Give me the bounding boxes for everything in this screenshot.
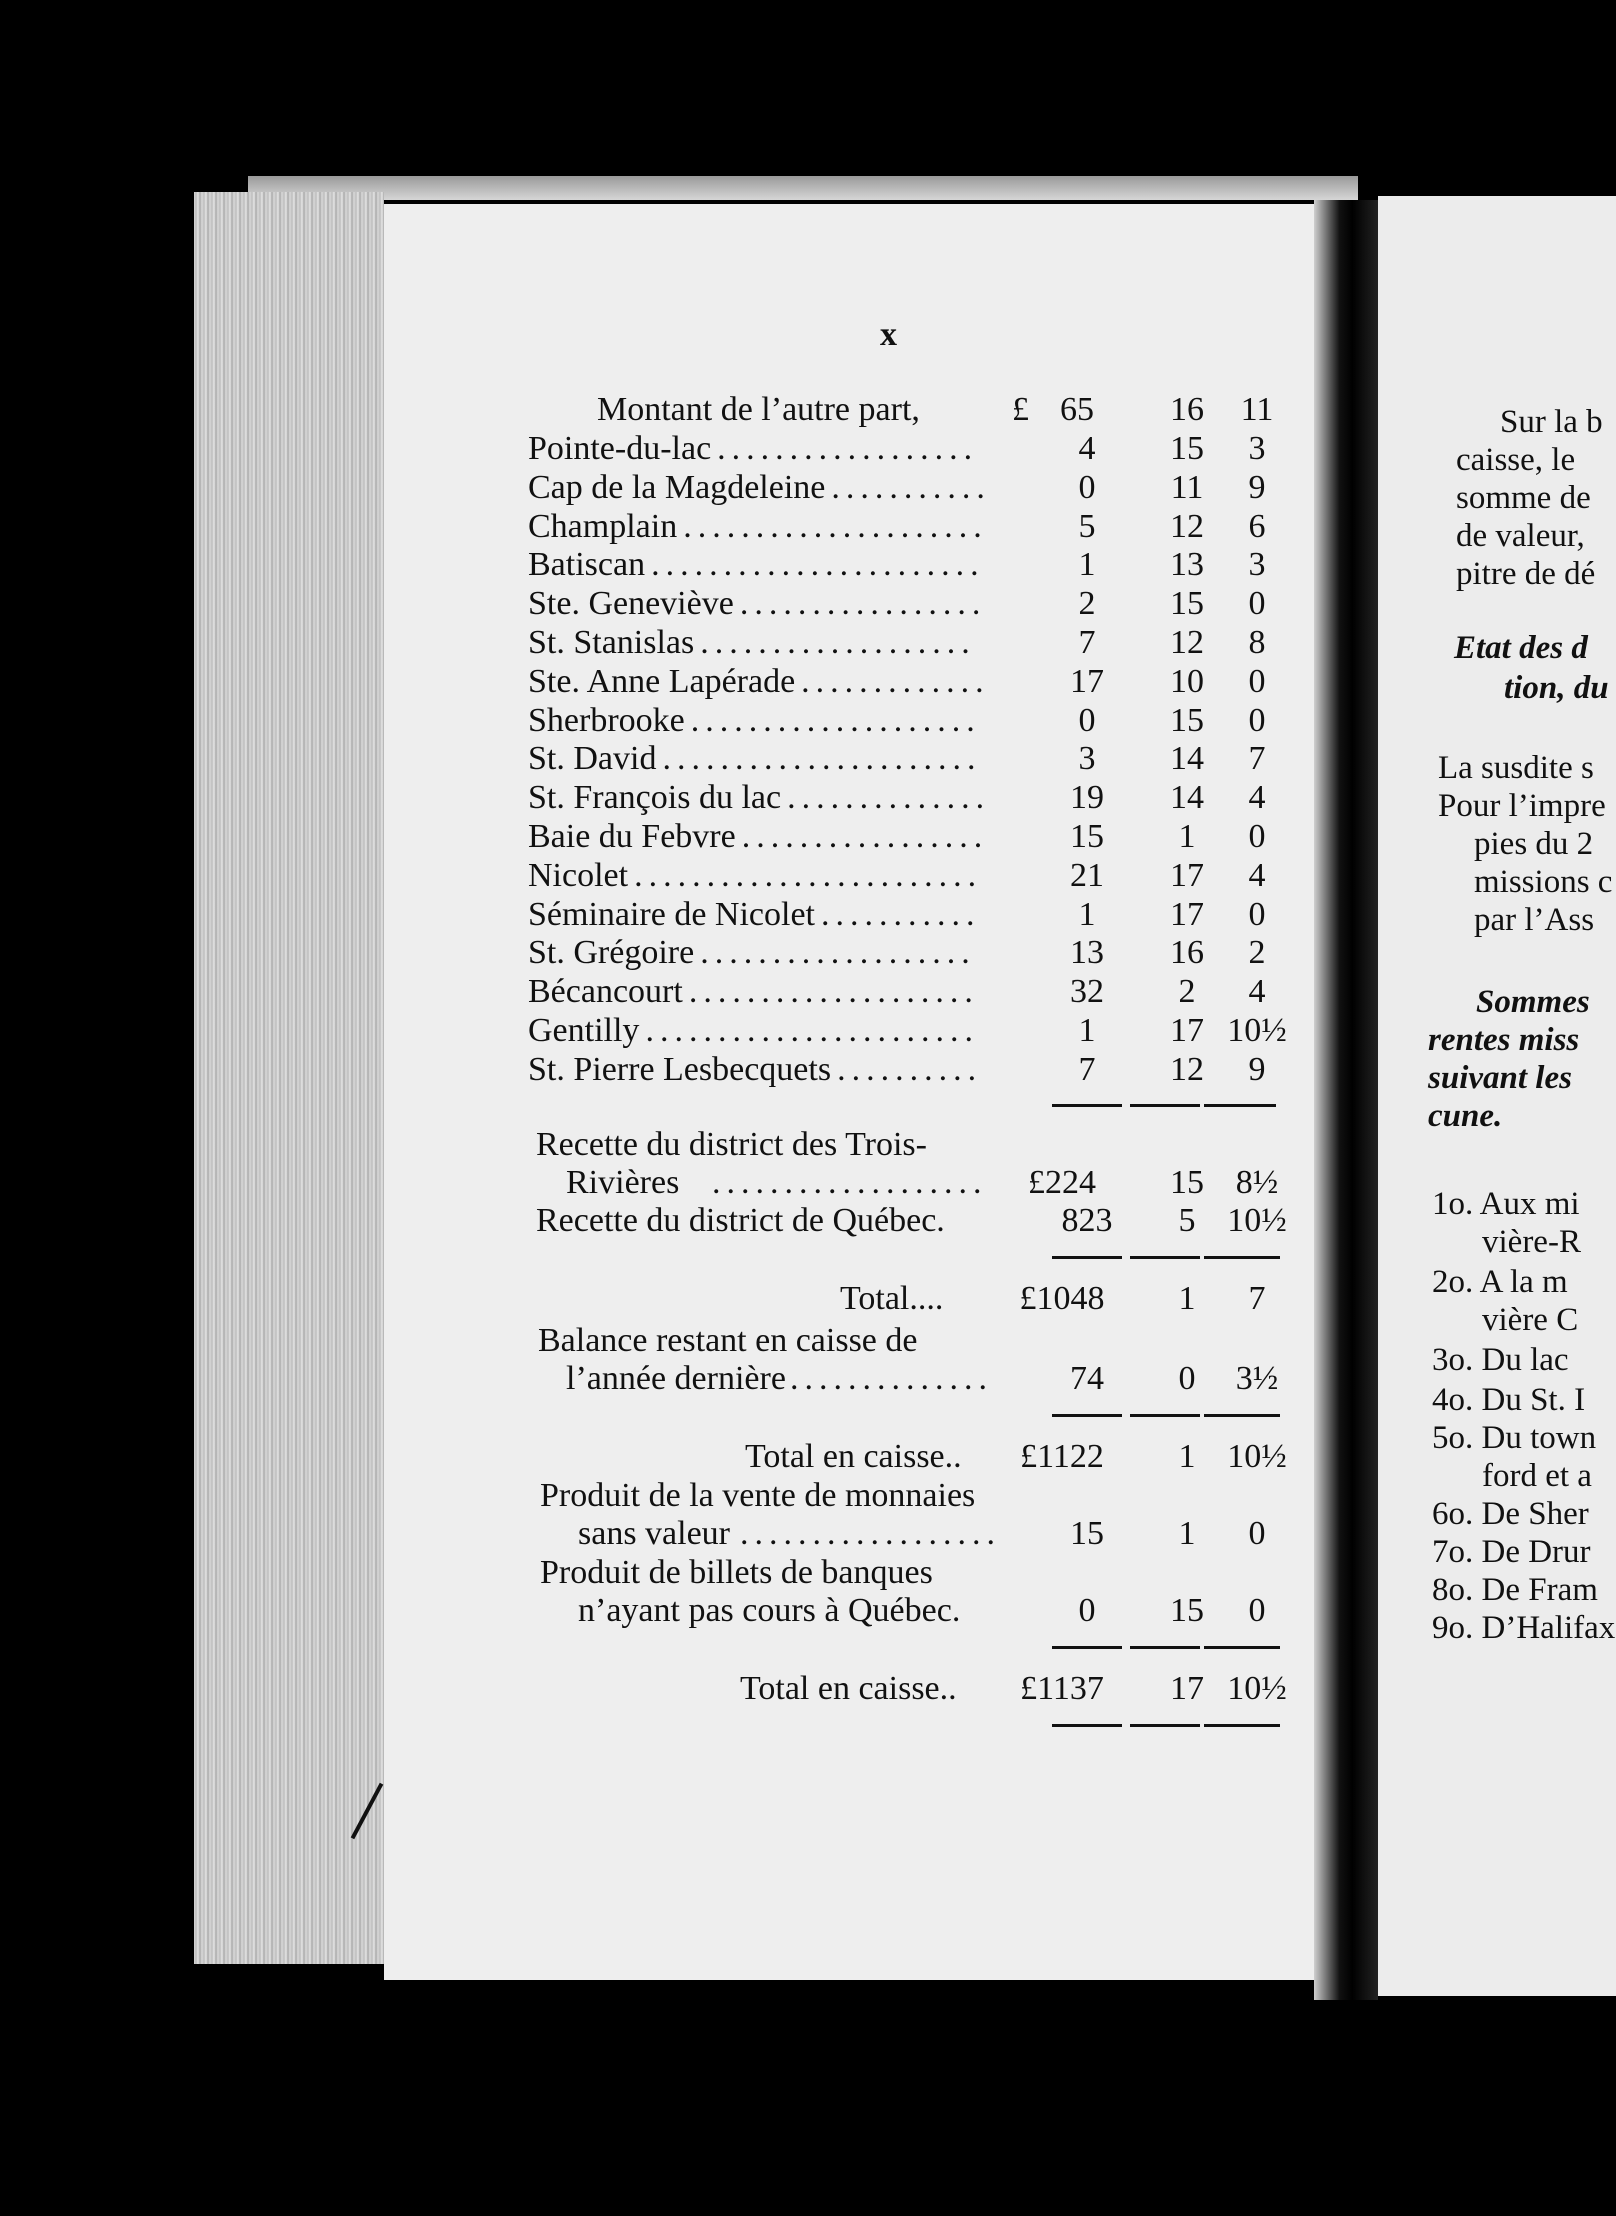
currency-symbol: £: [1012, 391, 1029, 428]
row-11-value: 17: [1170, 857, 1204, 894]
monnaies-value: 0: [1248, 1515, 1266, 1552]
row-13-value: 2: [1248, 934, 1266, 971]
parish-name: St. Stanislas: [528, 624, 695, 661]
balance-value: 74: [1070, 1360, 1104, 1397]
dot-leader: ..........: [837, 1053, 983, 1087]
row-13-value: 13: [1070, 934, 1104, 971]
parish-name: Ste. Anne Lapérade: [528, 663, 796, 700]
right-list-item: ford et a: [1482, 1458, 1592, 1494]
final-rule: [1130, 1724, 1200, 1727]
dot-leader: ...........: [831, 471, 991, 505]
dot-leader: ..............: [787, 781, 991, 815]
row-10-value: 0: [1248, 818, 1266, 855]
carry-value: 11: [1240, 391, 1274, 428]
sum-rule: [1130, 1256, 1200, 1259]
dot-leader: ..............: [790, 1362, 993, 1396]
sum-rule: [1204, 1414, 1280, 1417]
row-0-value: 4: [1078, 430, 1096, 467]
final-total-value: 10½: [1227, 1670, 1287, 1707]
balance-value: 0: [1178, 1360, 1196, 1397]
balance-value: 3½: [1235, 1360, 1279, 1397]
sum-rule: [1204, 1104, 1276, 1107]
sum-rule: [1052, 1414, 1122, 1417]
row-16-value: 7: [1078, 1051, 1096, 1088]
dot-leader: ...................: [700, 936, 976, 970]
folio-number: x: [880, 316, 897, 353]
right-list-item: 6o. De Sher: [1432, 1496, 1589, 1532]
parish-name: Bécancourt: [528, 973, 683, 1010]
row-4-value: 15: [1170, 585, 1204, 622]
book-gutter: [1314, 200, 1378, 2000]
carry-value: 65: [1060, 391, 1094, 428]
parish-name: St. David: [528, 740, 657, 777]
row-10-value: 15: [1070, 818, 1104, 855]
sum-rule: [1204, 1646, 1280, 1649]
right-heading: tion, du: [1504, 670, 1609, 706]
trois-rivieres-value: 15: [1170, 1164, 1204, 1201]
right-heading: Etat des d: [1454, 630, 1588, 666]
row-14-value: 4: [1248, 973, 1266, 1010]
right-text-line: pitre de dé: [1456, 556, 1596, 592]
right-list-item: 3o. Du lac: [1432, 1342, 1569, 1378]
dot-leader: .....................: [683, 510, 988, 544]
parish-name: Gentilly: [528, 1012, 640, 1049]
sum-rule: [1130, 1104, 1200, 1107]
right-text-line: pies du 2: [1474, 826, 1594, 862]
parish-name: Séminaire de Nicolet: [528, 896, 816, 933]
row-12-value: 0: [1248, 896, 1266, 933]
row-6-value: 17: [1070, 663, 1104, 700]
right-list-item: 7o. De Drur: [1432, 1534, 1591, 1570]
sum-rule: [1052, 1104, 1122, 1107]
billets-value: 0: [1078, 1592, 1096, 1629]
parish-name: Baie du Febvre: [528, 818, 736, 855]
row-12-value: 1: [1078, 896, 1096, 933]
dot-leader: .......................: [645, 1014, 979, 1048]
caisse-value: £1122: [1020, 1438, 1104, 1475]
billets-label: Produit de billets de banques: [540, 1554, 933, 1591]
trois-rivieres-label: Recette du district des Trois-: [536, 1126, 927, 1163]
row-9-value: 19: [1070, 779, 1104, 816]
row-9-value: 4: [1248, 779, 1266, 816]
monnaies-label-cont: sans valeur: [578, 1515, 731, 1552]
dot-leader: ..................: [717, 432, 979, 466]
row-2-value: 6: [1248, 508, 1266, 545]
parish-name: St. Grégoire: [528, 934, 695, 971]
total-value: 1: [1178, 1280, 1196, 1317]
row-1-value: 9: [1248, 469, 1266, 506]
parish-name: Ste. Geneviève: [528, 585, 734, 622]
row-4-value: 0: [1248, 585, 1266, 622]
sum-rule: [1052, 1256, 1122, 1259]
total-value: £1048: [1019, 1280, 1105, 1317]
parish-name: Cap de la Magdeleine: [528, 469, 826, 506]
right-list-item: 8o. De Fram: [1432, 1572, 1598, 1608]
right-list-item: 5o. Du town: [1432, 1420, 1597, 1456]
row-10-value: 1: [1178, 818, 1196, 855]
parish-name: Sherbrooke: [528, 702, 685, 739]
billets-value: 0: [1248, 1592, 1266, 1629]
billets-value: 15: [1170, 1592, 1204, 1629]
right-list-item: vière C: [1482, 1302, 1579, 1338]
right-heading: cune.: [1428, 1098, 1503, 1134]
right-text-line: Pour l’impre: [1438, 788, 1606, 824]
row-15-value: 10½: [1227, 1012, 1287, 1049]
row-5-value: 12: [1170, 624, 1204, 661]
dot-leader: ....................: [688, 975, 979, 1009]
row-0-value: 3: [1248, 430, 1266, 467]
row-8-value: 3: [1078, 740, 1096, 777]
row-3-value: 1: [1078, 546, 1096, 583]
dot-leader: ...................: [712, 1166, 988, 1200]
dot-leader: .................: [741, 820, 989, 854]
row-16-value: 12: [1170, 1051, 1204, 1088]
dot-leader: ...................: [700, 626, 976, 660]
parish-name: Nicolet: [528, 857, 629, 894]
row-7-value: 0: [1078, 702, 1096, 739]
row-3-value: 3: [1248, 546, 1266, 583]
billets-label-cont: n’ayant pas cours à Québec.: [578, 1592, 961, 1629]
trois-rivieres-value: 8½: [1235, 1164, 1279, 1201]
caisse-value: 1: [1178, 1438, 1196, 1475]
row-13-value: 16: [1170, 934, 1204, 971]
right-list-item: 1o. Aux mi: [1432, 1186, 1580, 1222]
right-list-item: 9o. D’Halifax: [1432, 1610, 1616, 1646]
right-text-line: par l’Ass: [1474, 902, 1595, 938]
row-4-value: 2: [1078, 585, 1096, 622]
right-list-item: vière-R: [1482, 1224, 1581, 1260]
dot-leader: .......................: [651, 548, 985, 582]
quebec-value: 10½: [1227, 1202, 1287, 1239]
row-16-value: 9: [1248, 1051, 1266, 1088]
final-rule: [1052, 1724, 1122, 1727]
row-7-value: 15: [1170, 702, 1204, 739]
right-text-line: Sur la b: [1500, 404, 1603, 440]
row-9-value: 14: [1170, 779, 1204, 816]
book-top-edge: [248, 176, 1358, 200]
final-total-label: Total en caisse..: [740, 1670, 957, 1707]
row-2-value: 5: [1078, 508, 1096, 545]
right-list-item: 4o. Du St. I: [1432, 1382, 1586, 1418]
carry-label: Montant de l’autre part,: [597, 391, 920, 428]
right-heading: Sommes: [1476, 984, 1590, 1020]
row-5-value: 8: [1248, 624, 1266, 661]
row-1-value: 0: [1078, 469, 1096, 506]
total-label: Total....: [840, 1280, 944, 1317]
final-total-value: £1137: [1020, 1670, 1104, 1707]
right-text-line: La susdite s: [1438, 750, 1594, 786]
row-8-value: 7: [1248, 740, 1266, 777]
quebec-value: 823: [1061, 1202, 1113, 1239]
balance-label: Balance restant en caisse de: [538, 1322, 918, 1359]
parish-name: St. François du lac: [528, 779, 782, 816]
row-11-value: 4: [1248, 857, 1266, 894]
row-11-value: 21: [1070, 857, 1104, 894]
caisse-label: Total en caisse..: [745, 1438, 962, 1475]
row-3-value: 13: [1170, 546, 1204, 583]
row-14-value: 2: [1178, 973, 1196, 1010]
row-12-value: 17: [1170, 896, 1204, 933]
final-total-value: 17: [1170, 1670, 1204, 1707]
right-list-item: 2o. A la m: [1432, 1264, 1568, 1300]
right-text-line: somme de: [1456, 480, 1591, 516]
row-8-value: 14: [1170, 740, 1204, 777]
row-15-value: 17: [1170, 1012, 1204, 1049]
sum-rule: [1204, 1256, 1280, 1259]
row-6-value: 10: [1170, 663, 1204, 700]
right-text-line: de valeur,: [1456, 518, 1585, 554]
right-page: [1378, 196, 1616, 1996]
total-value: 7: [1248, 1280, 1266, 1317]
monnaies-value: 15: [1070, 1515, 1104, 1552]
monnaies-label: Produit de la vente de monnaies: [540, 1477, 976, 1514]
sum-rule: [1130, 1646, 1200, 1649]
quebec-value: 5: [1178, 1202, 1196, 1239]
sum-rule: [1052, 1646, 1122, 1649]
dot-leader: ...........: [821, 898, 981, 932]
final-rule: [1204, 1724, 1280, 1727]
row-2-value: 12: [1170, 508, 1204, 545]
dot-leader: ..................: [740, 1517, 1001, 1551]
trois-rivieres-label-cont: Rivières: [566, 1164, 680, 1201]
right-heading: suivant les: [1428, 1060, 1572, 1096]
row-15-value: 1: [1078, 1012, 1096, 1049]
row-0-value: 15: [1170, 430, 1204, 467]
parish-name: Batiscan: [528, 546, 646, 583]
row-5-value: 7: [1078, 624, 1096, 661]
balance-label-cont: l’année dernière: [566, 1360, 786, 1397]
book-page-edges: [194, 192, 384, 1964]
dot-leader: ....................: [690, 704, 981, 738]
dot-leader: .................: [739, 587, 987, 621]
row-6-value: 0: [1248, 663, 1266, 700]
row-14-value: 32: [1070, 973, 1104, 1010]
trois-rivieres-value: £224: [1028, 1164, 1096, 1201]
parish-name: Champlain: [528, 508, 678, 545]
right-heading: rentes miss: [1428, 1022, 1580, 1058]
right-text-line: missions c: [1474, 864, 1613, 900]
row-7-value: 0: [1248, 702, 1266, 739]
right-text-line: caisse, le: [1456, 442, 1576, 478]
sum-rule: [1130, 1414, 1200, 1417]
monnaies-value: 1: [1178, 1515, 1196, 1552]
dot-leader: ......................: [662, 742, 982, 776]
parish-name: St. Pierre Lesbecquets: [528, 1051, 832, 1088]
dot-leader: ........................: [634, 859, 983, 893]
quebec-label: Recette du district de Québec.: [536, 1202, 945, 1239]
caisse-value: 10½: [1227, 1438, 1287, 1475]
dot-leader: .............: [801, 665, 990, 699]
parish-name: Pointe-du-lac: [528, 430, 712, 467]
row-1-value: 11: [1170, 469, 1204, 506]
carry-value: 16: [1170, 391, 1204, 428]
